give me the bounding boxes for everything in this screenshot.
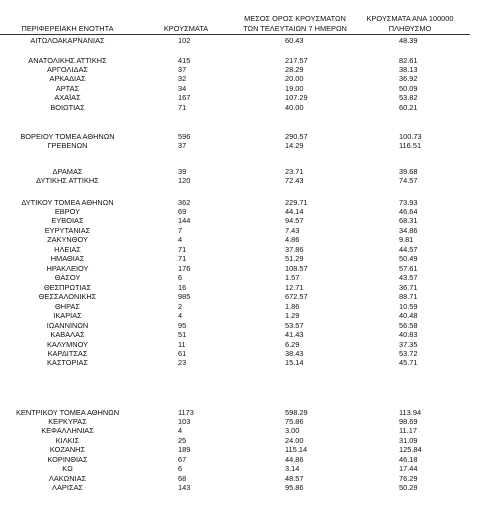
cell-avg7: 12.71	[285, 282, 304, 292]
cell-per100k: 57.61	[399, 263, 418, 273]
cell-cases: 68	[178, 473, 187, 483]
cell-cases: 39	[178, 166, 187, 176]
cell-per100k: 50.49	[399, 254, 418, 264]
cell-avg7: 51.29	[285, 254, 304, 264]
cell-region: ΔΥΤΙΚΟΥ ΤΟΜΕΑ ΑΘΗΝΩΝ	[21, 197, 114, 207]
cell-region: ΔΡΑΜΑΣ	[52, 166, 83, 176]
cell-cases: 189	[178, 445, 191, 455]
cell-region: ΑΡΚΑΔΙΑΣ	[49, 74, 86, 84]
cell-avg7: 94.57	[285, 216, 304, 226]
cell-region: ΚΑΣΤΟΡΙΑΣ	[46, 358, 89, 368]
cell-per100k: 60.21	[399, 102, 418, 112]
header-per100k-line1: ΚΡΟΥΣΜΑΤΑ ΑΝΑ 100000	[366, 14, 454, 23]
cell-cases: 25	[178, 435, 187, 445]
cell-per100k: 37.35	[399, 339, 418, 349]
cell-cases: 985	[178, 292, 191, 302]
cell-region: ΚΑΡΔΙΤΣΑΣ	[47, 349, 88, 359]
cell-region: ΚΑΛΥΜΝΟΥ	[46, 339, 89, 349]
cell-cases: 176	[178, 263, 191, 273]
cell-cases: 6	[178, 273, 183, 283]
cell-region: ΑΡΓΟΛΙΔΑΣ	[47, 64, 88, 74]
cell-region: ΕΒΡΟΥ	[54, 206, 81, 216]
cell-avg7: 14.29	[285, 140, 304, 150]
cell-cases: 120	[178, 175, 191, 185]
cell-per100k: 73.93	[399, 197, 418, 207]
cell-per100k: 53.72	[399, 349, 418, 359]
cell-avg7: 41.43	[285, 330, 304, 340]
cell-per100k: 116.51	[399, 140, 422, 150]
cell-per100k: 36.92	[399, 74, 418, 84]
cell-cases: 362	[178, 197, 191, 207]
cell-region: ΕΥΡΥΤΑΝΙΑΣ	[44, 225, 91, 235]
cell-avg7: 6.29	[285, 339, 300, 349]
cell-avg7: 598.29	[285, 407, 308, 417]
cell-avg7: 672.57	[285, 292, 308, 302]
cell-avg7: 3.14	[285, 464, 300, 474]
cell-per100k: 88.71	[399, 292, 418, 302]
cell-cases: 69	[178, 206, 187, 216]
cell-avg7: 1.57	[285, 273, 300, 283]
cell-avg7: 15.14	[285, 358, 304, 368]
cell-avg7: 40.00	[285, 102, 304, 112]
cell-cases: 37	[178, 64, 187, 74]
cell-avg7: 217.57	[285, 55, 308, 65]
cell-cases: 11	[178, 339, 186, 349]
cell-per100k: 50.29	[399, 483, 418, 493]
cell-avg7: 60.43	[285, 35, 304, 45]
cell-per100k: 34.86	[399, 225, 418, 235]
cell-cases: 71	[178, 102, 187, 112]
cell-avg7: 75.86	[285, 416, 304, 426]
cell-region: ΑΙΤΩΛΟΑΚΑΡΝΑΝΙΑΣ	[30, 35, 105, 45]
cell-cases: 143	[178, 483, 191, 493]
cell-region: ΒΟΡΕΙΟΥ ΤΟΜΕΑ ΑΘΗΝΩΝ	[20, 131, 115, 141]
cell-per100k: 48.39	[399, 35, 418, 45]
header-avg7-line2: ΤΩΝ ΤΕΛΕΥΤΑΙΩΝ 7 ΗΜΕΡΩΝ	[243, 24, 347, 33]
cell-per100k: 125.84	[399, 445, 422, 455]
cell-region: ΘΕΣΠΡΩΤΙΑΣ	[43, 282, 92, 292]
cell-cases: 102	[178, 35, 191, 45]
cell-cases: 1173	[178, 407, 194, 417]
cell-region: ΚΕΝΤΡΙΚΟΥ ΤΟΜΕΑ ΑΘΗΝΩΝ	[15, 407, 120, 417]
cell-avg7: 229.71	[285, 197, 308, 207]
header-region: ΠΕΡΙΦΕΡΕΙΑΚΗ ΕΝΟΤΗΤΑ	[21, 24, 114, 33]
cell-avg7: 20.00	[285, 74, 304, 84]
cell-per100k: 45.71	[399, 358, 418, 368]
cell-cases: 415	[178, 55, 191, 65]
cell-cases: 23	[178, 358, 187, 368]
cell-cases: 61	[178, 349, 187, 359]
cell-region: ΘΑΣΟΥ	[54, 273, 81, 283]
cell-region: ΚΟΖΑΝΗΣ	[49, 445, 86, 455]
cell-per100k: 39.68	[399, 166, 418, 176]
cell-per100k: 56.58	[399, 320, 418, 330]
cell-region: ΑΝΑΤΟΛΙΚΗΣ ΑΤΤΙΚΗΣ	[28, 55, 107, 65]
cell-region: ΙΩΑΝΝΙΝΩΝ	[46, 320, 89, 330]
cell-region: ΚΕΡΚΥΡΑΣ	[48, 416, 87, 426]
cell-per100k: 74.57	[399, 175, 418, 185]
cell-region: ΓΡΕΒΕΝΩΝ	[47, 140, 88, 150]
cell-avg7: 53.57	[285, 320, 304, 330]
cell-avg7: 290.57	[285, 131, 308, 141]
cell-cases: 34	[178, 83, 187, 93]
cell-region: ΙΚΑΡΙΑΣ	[53, 311, 82, 321]
cell-region: ΚΙΛΚΙΣ	[55, 435, 80, 445]
cell-per100k: 44.57	[399, 244, 418, 254]
header-cases: ΚΡΟΥΣΜΑΤΑ	[163, 24, 209, 33]
cell-per100k: 68.31	[399, 216, 418, 226]
cell-avg7: 44.14	[285, 206, 304, 216]
cell-cases: 6	[178, 464, 183, 474]
cell-avg7: 3.00	[285, 426, 300, 436]
cell-avg7: 38.43	[285, 349, 304, 359]
cell-avg7: 48.57	[285, 473, 304, 483]
cell-avg7: 37.86	[285, 244, 304, 254]
cell-avg7: 1.86	[285, 301, 300, 311]
cell-per100k: 40.48	[399, 311, 418, 321]
cell-cases: 596	[178, 131, 191, 141]
cell-avg7: 95.86	[285, 483, 304, 493]
cell-avg7: 4.86	[285, 235, 300, 245]
header-avg7-line1: ΜΕΣΟΣ ΟΡΟΣ ΚΡΟΥΣΜΑΤΩΝ	[244, 14, 346, 23]
cell-per100k: 10.59	[399, 301, 418, 311]
cell-per100k: 31.09	[399, 435, 418, 445]
cell-region: ΒΟΙΩΤΙΑΣ	[50, 102, 85, 112]
cell-cases: 67	[178, 454, 187, 464]
cell-region: ΚΕΦΑΛΛΗΝΙΑΣ	[41, 426, 94, 436]
cell-avg7: 1.29	[285, 311, 300, 321]
cell-region: ΚΩ	[62, 464, 73, 474]
cell-cases: 103	[178, 416, 191, 426]
cell-cases: 144	[178, 216, 191, 226]
cell-per100k: 11.17	[399, 426, 417, 436]
cell-cases: 71	[178, 254, 187, 264]
cell-per100k: 40.83	[399, 330, 418, 340]
cell-cases: 2	[178, 301, 183, 311]
cell-avg7: 44.86	[285, 454, 304, 464]
header-per100k-line2: ΠΛΗΘΥΣΜΟ	[388, 24, 432, 33]
cell-per100k: 9.81	[399, 235, 414, 245]
cell-cases: 4	[178, 235, 183, 245]
cell-avg7: 28.29	[285, 64, 304, 74]
cell-region: ΔΥΤΙΚΗΣ ΑΤΤΙΚΗΣ	[36, 175, 99, 185]
cell-region: ΚΑΒΑΛΑΣ	[50, 330, 85, 340]
cell-region: ΘΕΣΣΑΛΟΝΙΚΗΣ	[38, 292, 97, 302]
cell-cases: 4	[178, 311, 183, 321]
cell-per100k: 43.57	[399, 273, 418, 283]
cell-avg7: 23.71	[285, 166, 304, 176]
cell-cases: 167	[178, 93, 191, 103]
cell-avg7: 19.00	[285, 83, 304, 93]
cell-region: ΑΧΑΪΑΣ	[54, 93, 81, 103]
cell-avg7: 108.57	[285, 263, 308, 273]
cell-region: ΛΑΡΙΣΑΣ	[52, 483, 83, 493]
cell-region: ΘΗΡΑΣ	[55, 301, 80, 311]
cell-region: ΗΜΑΘΙΑΣ	[50, 254, 85, 264]
cell-avg7: 24.00	[285, 435, 304, 445]
cell-cases: 37	[178, 140, 187, 150]
cell-per100k: 113.94	[399, 407, 422, 417]
cell-per100k: 53.82	[399, 93, 418, 103]
cell-per100k: 46.64	[399, 206, 418, 216]
cell-avg7: 7.43	[285, 225, 300, 235]
cell-cases: 16	[178, 282, 187, 292]
cell-region: ΗΛΕΙΑΣ	[54, 244, 81, 254]
cell-region: ΛΑΚΩΝΙΑΣ	[48, 473, 87, 483]
cell-per100k: 98.69	[399, 416, 418, 426]
cell-region: ΕΥΒΟΙΑΣ	[51, 216, 84, 226]
cell-per100k: 100.73	[399, 131, 422, 141]
cell-per100k: 76.29	[399, 473, 418, 483]
cell-per100k: 38.13	[399, 64, 418, 74]
cell-per100k: 36.71	[399, 282, 418, 292]
cell-per100k: 50.09	[399, 83, 418, 93]
cell-cases: 71	[178, 244, 187, 254]
cell-cases: 7	[178, 225, 183, 235]
cell-per100k: 17.44	[399, 464, 418, 474]
cell-avg7: 107.29	[285, 93, 308, 103]
cell-per100k: 46.18	[399, 454, 418, 464]
cell-region: ΖΑΚΥΝΘΟΥ	[47, 235, 88, 245]
cell-cases: 4	[178, 426, 183, 436]
cell-cases: 95	[178, 320, 187, 330]
cell-cases: 32	[178, 74, 187, 84]
cell-avg7: 72.43	[285, 175, 304, 185]
cell-region: ΑΡΤΑΣ	[55, 83, 80, 93]
cell-region: ΚΟΡΙΝΘΙΑΣ	[47, 454, 88, 464]
cell-avg7: 115.14	[285, 445, 308, 455]
cell-cases: 51	[178, 330, 187, 340]
cell-per100k: 82.61	[399, 55, 418, 65]
cell-region: ΗΡΑΚΛΕΙΟΥ	[46, 263, 89, 273]
